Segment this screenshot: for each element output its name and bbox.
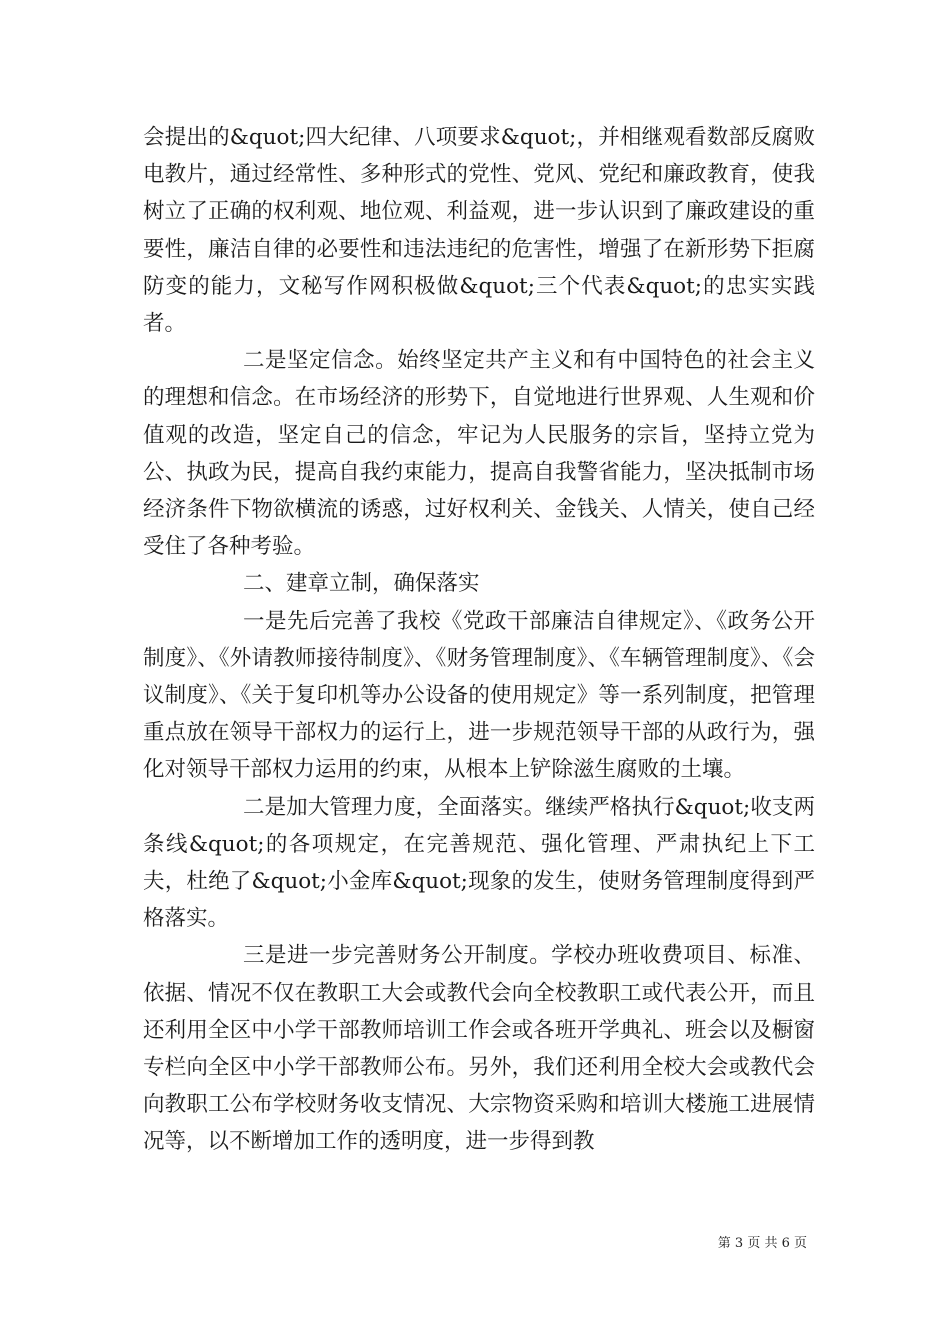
paragraph-1: 会提出的&quot;四大纪律、八项要求&quot;，并相继观看数部反腐败电教片，通过经常性、多种形式的党性、党风、党纪和廉政教育，使我树立了正确的权利观、地位观、利益观，进一步认识到了廉政建设的重要性，廉洁自律的必要性和违法违纪的危害性，增强了在新形势下拒腐防变的能力，文秘写作网积极做&quot;三个代表&quot;的忠实实践者。 — [143, 125, 815, 337]
paragraph-4: 一是先后完善了我校《党政干部廉洁自律规定》、《政务公开制度》、《外请教师接待制度》、《财务管理制度》、《车辆管理制度》、《会议制度》、《关于复印机等办公设备的使用规定》等一系列制度，把管理重点放在领导干部权力的运行上，进一步规范领导干部的从政行为，强化对领导干部权力运用的约束，从根本上铲除滋生腐败的土壤。 — [143, 608, 815, 783]
section-heading: 二、建章立制，确保落实 — [243, 571, 480, 597]
page-number-footer: 第 3 页 共 6 页 — [717, 1236, 807, 1251]
paragraph-5: 二是加大管理力度，全面落实。继续严格执行&quot;收支两条线&quot;的各项规定，在完善规范、强化管理、严肃执纪上下工夫，杜绝了&quot;小金库&quot;现象的发生，使财务管理制度得到严格落实。 — [143, 794, 815, 932]
paragraph-2: 二是坚定信念。始终坚定共产主义和有中国特色的社会主义的理想和信念。在市场经济的形势下，自觉地进行世界观、人生观和价值观的改造，坚定自己的信念，牢记为人民服务的宗旨，坚持立党为公、执政为民，提高自我约束能力，提高自我警省能力，坚决抵制市场经济条件下物欲横流的诱惑，过好权利关、金钱关、人情关，使自己经受住了各种考验。 — [143, 348, 815, 560]
paragraph-6: 三是进一步完善财务公开制度。学校办班收费项目、标准、依据、情况不仅在教职工大会或教代会向全校教职工或代表公开，而且还利用全区中小学干部教师培训工作会或各班开学典礼、班会以及橱窗专栏向全区中小学干部教师公布。另外，我们还利用全校大会或教代会向教职工公布学校财务收支情况、大宗物资采购和培训大楼施工进展情况等，以不断增加工作的透明度，进一步得到教 — [143, 943, 815, 1155]
body-text — [143, 119, 815, 1161]
